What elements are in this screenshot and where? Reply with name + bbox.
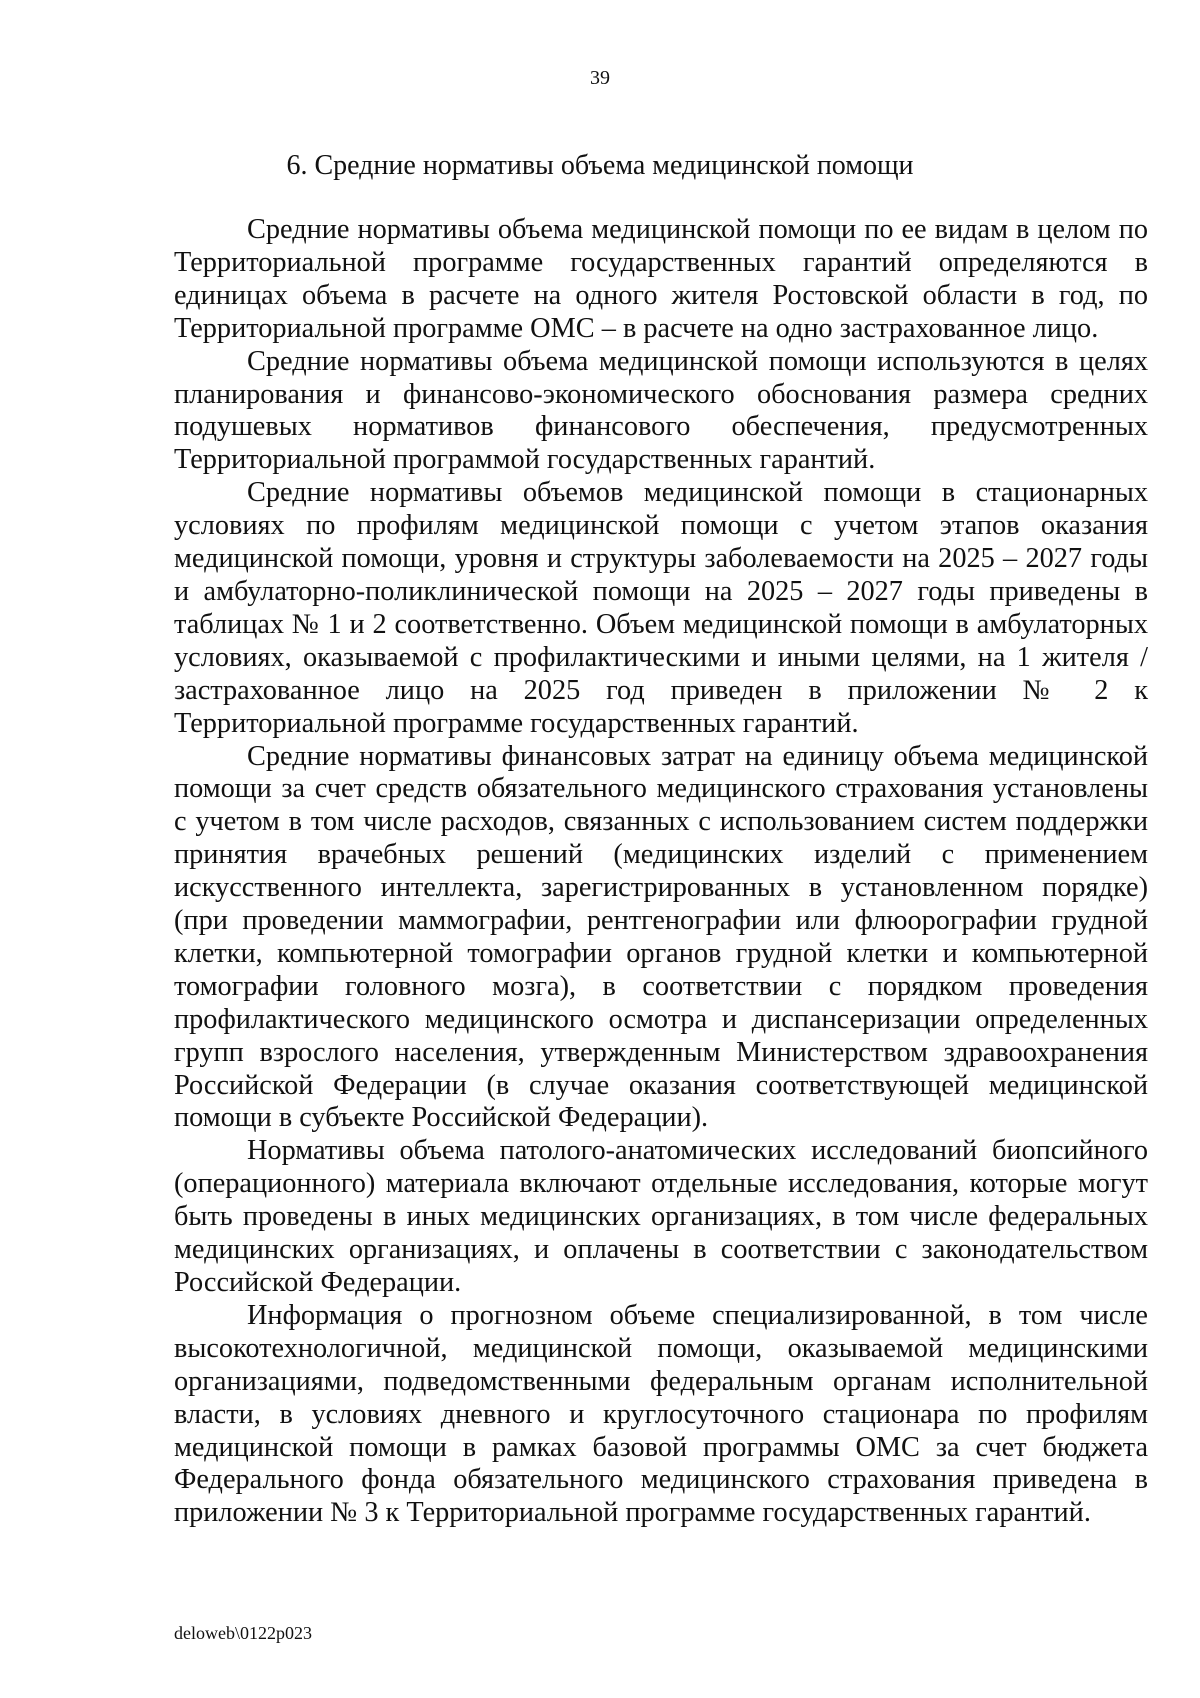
paragraph: Средние нормативы финансовых затрат на единицу объема медицинской помощи за счет средств обязательного медицинского страхования установлены с учетом в том числе расходов, связанных с использованием систем поддержки принятия врачебных решений (медицинских изделий с применением искусственного интеллекта, зарегистрированных в установленном порядке) (при проведении маммографии, рентгенографии или флюорографии грудной клетки, компьютерной томографии органов грудной клетки и компьютерной томографии головного мозга), в соответствии с порядком проведения профилактического медицинского осмотра и диспансеризации определенных групп взрослого населения, утвержденным Министерством здравоохранения Российской Федерации (в случае оказания соответствующей медицинской помощи в субъекте Российской Федерации). xyxy=(174,740,1148,1134)
paragraph: Информация о прогнозном объеме специализированной, в том числе высокотехнологичной, медицинской помощи, оказываемой медицинскими организациями, подведомственными федеральным органам исполнительной власти, в условиях дневного и круглосуточного стационара по профилям медицинской помощи в рамках базовой программы ОМС за счет бюджета Федерального фонда обязательного медицинского страхования приведена в приложении № 3 к Территориальной программе государственных гарантий. xyxy=(174,1299,1148,1529)
paragraph: Средние нормативы объема медицинской помощи используются в целях планирования и финансово-экономического обоснования размера средних подушевых нормативов финансового обеспечения, предусмотренных Территориальной программой государственных гарантий. xyxy=(174,345,1148,476)
paragraph: Средние нормативы объемов медицинской помощи в стационарных условиях по профилям медицинской помощи с учетом этапов оказания медицинской помощи, уровня и структуры заболеваемости на 2025 – 2027 годы и амбулаторно-поликлинической помощи на 2025 – 2027 годы приведены в таблицах № 1 и 2 соответственно. Объем медицинской помощи в амбулаторных условиях, оказываемой с профилактическими и иными целями, на 1 жителя / застрахованное лицо на 2025 год приведен в приложении № 2 к Территориальной программе государственных гарантий. xyxy=(174,477,1148,739)
page-number: 39 xyxy=(590,67,610,89)
document-code-footer: deloweb\0122p023 xyxy=(174,1623,312,1643)
paragraph: Средние нормативы объема медицинской помощи по ее видам в целом по Территориальной программе государственных гарантий определяются в единицах объема в расчете на одного жителя Ростовской области в год, по Территориальной программе ОМС – в расчете на одно застрахованное лицо. xyxy=(174,214,1148,344)
body-text xyxy=(174,214,1148,1530)
section-heading: 6. Средние нормативы объема медицинской помощи xyxy=(286,150,914,181)
paragraph: Нормативы объема патолого-анатомических исследований биопсийного (операционного) материала включают отдельные исследования, которые могут быть проведены в иных медицинских организациях, в том числе федеральных медицинских организациях, и оплачены в соответствии с законодательством Российской Федерации. xyxy=(174,1135,1148,1298)
